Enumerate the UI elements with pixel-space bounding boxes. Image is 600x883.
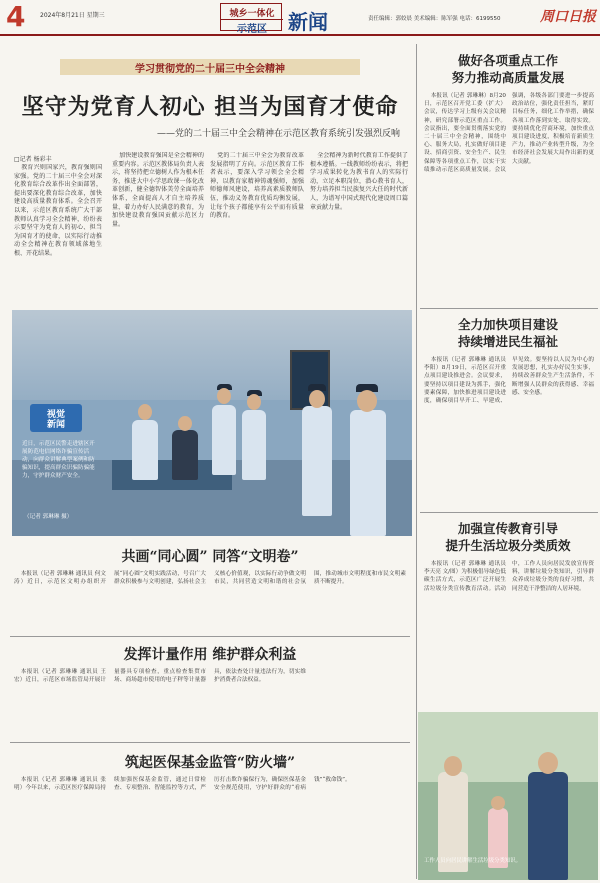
page-number: 4 [6,0,26,33]
article3-body: 本报讯（记者 郭琳琳 通讯员 王宏）近日，示范区市场监管局开展计量器具专项检查，重点检查集贸市场、商场超市使用的电子秤等计量器具，依法查处计量违法行为，切实维护消费者合法权益。 [14,669,306,683]
article3-headline: 发挥计量作用 维护群众利益 [123,647,297,663]
lead-headline: 坚守为党育人初心 担当为国育才使命 [21,94,399,120]
article2-headline: 共画“同心圆” 同答“文明卷” [121,549,299,565]
theme-banner [10,56,410,78]
lead-column-4: 全会精神为新时代教育工作提供了根本遵循。一线教师纷纷表示，将把学习成果转化为教书育人的实际行动，立足本职岗位，潜心教书育人，努力培养担当民族复兴大任的时代新人，为谱写中国式现代化建设周口篇章贡献力量。 [310,152,408,211]
right1-body: 本报讯（记者 郭琳琳）8月20日，示范区召开党工委（扩大）会议，传达学习上级有关会议精神，研究部署示范区重点工作。会议指出，要全面贯彻落实党的二十届三中全会精神，围绕中心、服务大局，扎实做好项目建设、招商引资、安全生产、民生保障等各项重点工作，以实干实绩推动示范区高质量发展。会议强调，各级各部门要进一步提高政治站位，强化责任担当，紧盯目标任务，细化工作举措，确保各项工作落到实处、取得实效。要持续优化营商环境，加快重点项目建设进度，积极培育新质生产力，推动产业转型升级，为全市经济社会发展大局作出新的更大贡献。 [424,93,594,173]
lead-column-2: 加快建设教育强国是全会精神的重要内容。示范区教体局负责人表示，将坚持把立德树人作为根本任务，推进大中小学思政课一体化改革创新，健全德智体美劳全面培养体系，全面提高人才自主培养质量，着力办好人民满意的教育，为加快建设教育强国贡献示范区力量。 [112,152,204,228]
right1-headline: 做好各项重点工作 努力推动高质量发展 [451,53,565,85]
article4-body: 本报讯（记者 郭琳琳 通讯员 张明）今年以来，示范区医疗保障局持续加强医保基金监管，通过日常检查、专项整治、智能监控等方式，严厉打击欺诈骗保行为，确保医保基金安全规范使用，守护好群众的“看病钱”“救命钱”。 [14,777,351,791]
lead-subheadline: ——党的二十届三中全会精神在示范区教育系统引发强烈反响 [156,129,400,139]
right3-headline: 加强宣传教育引导 提升生活垃圾分类质效 [445,521,571,553]
visual-news-label: 视觉 新闻 [46,410,65,430]
section-line2: 示范区 [221,19,283,35]
photo2-caption: 工作人员向居民讲解生活垃圾分类知识。 [424,858,522,864]
section-title: 新闻 [288,10,328,34]
issue-date: 2024年8月21日 星期三 [40,12,105,19]
banner-text: 学习贯彻党的二十届三中全会精神 [135,64,285,75]
right3-body: 本报讯（记者 郭琳琳 通讯员 李天亮 文/图）为积极倡导绿色低碳生活方式，示范区广泛开展生活垃圾分类宣传教育活动。活动中，工作人员向居民发放宣传资料，讲解垃圾分类知识，引导群众养成垃圾分类的良好习惯，共同营造干净整洁的人居环境。 [424,561,594,592]
newspaper-logo: 周口日报 [540,9,596,25]
article4-headline: 筑起医保基金监管“防火墙” [124,755,296,771]
section-box [220,3,282,35]
editors-line: 责任编辑：郭姣晨 美术编辑：陈军强 电话：6199550 [368,16,501,22]
garbage-sorting-photo [418,712,598,880]
right2-headline: 全力加快项目建设 持续增进民生福祉 [457,317,558,349]
page-header [0,0,600,36]
photo-caption: 近日，示范区民警走进辖区开展防范电信网络诈骗宣传活动，向群众讲解典型案例和防骗知识，提高群众识骗防骗能力，守护群众财产安全。 [22,441,95,479]
article2-body: 本报讯（记者 郭琳琳 通讯员 何文涛）近日，示范区文明办组织开展“同心圆”文明实践活动，号召广大群众积极参与文明创建，弘扬社会主义核心价值观，以实际行动争做文明市民，共同营造文明和谐的社会氛围，推动城市文明程度和市民文明素质不断提升。 [14,571,406,585]
right2-body: 本报讯（记者 郭琳琳 通讯员 李阳）8月19日，示范区召开重点项目建设推进会。会议要求，要坚持以项目建设为抓手，强化要素保障，加快推进项目建设进度，确保项目早开工、早建成、早见效。要坚持以人民为中心的发展思想，扎实办好民生实事，持续改善群众生产生活条件，不断增强人民群众的获得感、幸福感、安全感。 [424,357,594,405]
lead-byline: □记者 杨彩丰 [14,156,52,163]
lead-column-1: 教育兴则国家兴，教育强则国家强。党的二十届三中全会对深化教育综合改革作出全面部署，提出要深化教育综合改革，加快建设高质量教育体系。全会召开以来，示范区教育系统广大干部教师认真学习全会精神，纷纷表示要坚守为党育人的初心、担当为国育才的使命，以实际行动推动全会精神在教育领域落地生根、开花结果。 [14,164,102,257]
photo-credit: （记者 郭琳琳 摄） [24,514,73,520]
lead-column-3: 党的二十届三中全会为教育改革发展指明了方向。示范区教育工作者表示，要深入学习领会全会精神，以教育家精神铸魂强师，加强师德师风建设，培养高素质教师队伍，推动义务教育优质均衡发展，让每个孩子都能享有公平而有质量的教育。 [210,152,304,220]
section-line1: 城乡一体化 [229,9,275,19]
